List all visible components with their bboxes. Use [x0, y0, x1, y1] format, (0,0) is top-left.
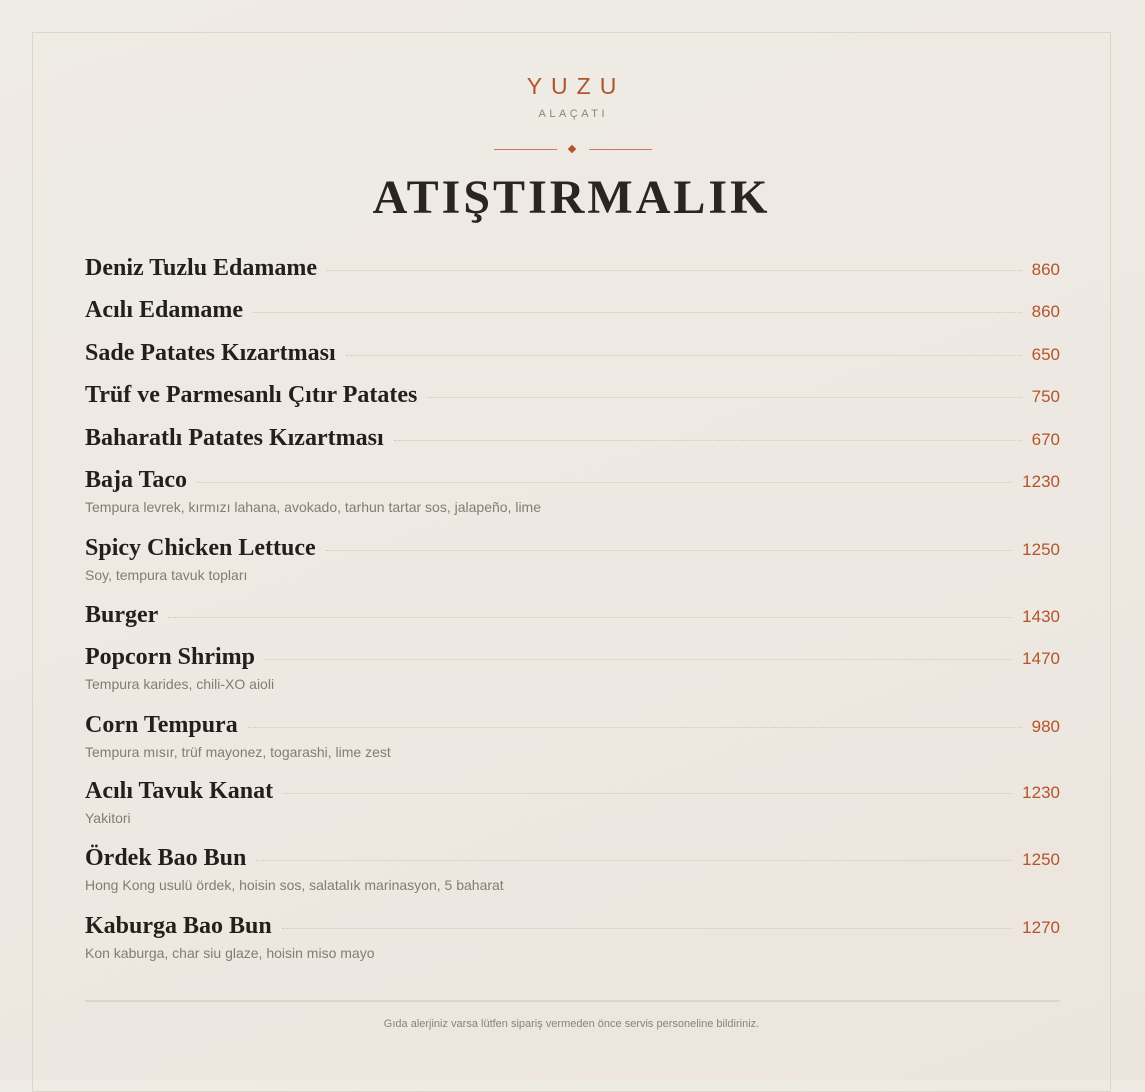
menu-item-row	[85, 467, 1060, 501]
dot-leader	[197, 482, 1012, 483]
menu-item-row	[85, 712, 1060, 746]
menu-item	[85, 467, 1060, 515]
menu-item	[85, 913, 1060, 961]
item-description: Tempura mısır, trüf mayonez, togarashi, lime zest	[85, 744, 391, 760]
item-price: 860	[1031, 302, 1060, 321]
footer-divider	[85, 1000, 1060, 1002]
item-price: 650	[1031, 345, 1060, 364]
menu-item-row	[85, 425, 1060, 459]
item-price: 1250	[1022, 850, 1060, 869]
brand-header	[33, 73, 1110, 120]
diamond-icon	[568, 145, 576, 153]
item-description: Yakitori	[85, 810, 131, 826]
menu-item	[85, 535, 1060, 583]
item-name: Deniz Tuzlu Edamame	[85, 255, 318, 281]
dot-leader	[248, 727, 1022, 728]
item-price: 1270	[1022, 918, 1060, 937]
item-description: Hong Kong usulü ördek, hoisin sos, salatalık marinasyon, 5 baharat	[85, 877, 504, 893]
item-price: 1430	[1022, 607, 1060, 626]
menu-item-row	[85, 382, 1060, 416]
dot-leader	[282, 928, 1012, 929]
menu-item-row	[85, 255, 1060, 289]
dot-leader	[326, 550, 1013, 551]
menu-item	[85, 340, 1060, 374]
dot-leader	[253, 312, 1022, 313]
item-name: Baja Taco	[85, 467, 188, 493]
dot-leader	[327, 270, 1022, 271]
menu-item	[85, 255, 1060, 289]
dot-leader	[427, 397, 1021, 398]
item-name: Corn Tempura	[85, 712, 238, 738]
menu-item-row	[85, 602, 1060, 636]
dot-leader	[168, 617, 1012, 618]
dot-leader	[394, 440, 1022, 441]
item-description: Soy, tempura tavuk topları	[85, 567, 248, 583]
menu-item	[85, 297, 1060, 331]
menu-item	[85, 425, 1060, 459]
item-price: 1230	[1022, 472, 1060, 491]
menu-item-row	[85, 913, 1060, 947]
menu-item	[85, 712, 1060, 760]
section-title: ATIŞTIRMALIK	[372, 171, 771, 224]
menu-item-row	[85, 778, 1060, 812]
item-price: 1470	[1022, 649, 1060, 668]
dot-leader	[346, 355, 1022, 356]
item-price: 1250	[1022, 540, 1060, 559]
item-price: 980	[1031, 717, 1060, 736]
item-price: 1230	[1022, 783, 1060, 802]
menu-item-row	[85, 535, 1060, 569]
item-name: Acılı Edamame	[85, 297, 243, 323]
item-price: 860	[1031, 260, 1060, 279]
menu-item	[85, 845, 1060, 893]
dot-leader	[283, 793, 1012, 794]
item-name: Burger	[85, 602, 159, 628]
menu-item-row	[85, 845, 1060, 879]
item-name: Ördek Bao Bun	[85, 845, 247, 871]
dot-leader	[265, 659, 1012, 660]
menu-item	[85, 778, 1060, 826]
menu-page	[32, 32, 1111, 1092]
item-price: 670	[1031, 430, 1060, 449]
item-description: Kon kaburga, char siu glaze, hoisin miso mayo	[85, 945, 375, 961]
brand-location: ALAÇATI	[538, 108, 609, 120]
menu-item-row	[85, 297, 1060, 331]
allergy-note: Gıda alerjiniz varsa lütfen sipariş vermeden önce servis personeline bildiriniz.	[383, 1018, 760, 1030]
menu-item	[85, 644, 1060, 692]
menu-item	[85, 602, 1060, 636]
item-name: Popcorn Shrimp	[85, 644, 256, 670]
menu-item-row	[85, 644, 1060, 678]
item-name: Sade Patates Kızartması	[85, 340, 336, 366]
menu-item	[85, 382, 1060, 416]
menu-item-row	[85, 340, 1060, 374]
item-description: Tempura levrek, kırmızı lahana, avokado, tarhun tartar sos, jalapeño, lime	[85, 499, 541, 515]
brand-name: YUZU	[526, 73, 626, 99]
item-description: Tempura karides, chili-XO aioli	[85, 676, 275, 692]
item-name: Baharatlı Patates Kızartması	[85, 425, 384, 451]
ornament-divider	[494, 149, 652, 150]
item-name: Trüf ve Parmesanlı Çıtır Patates	[85, 382, 418, 408]
item-name: Acılı Tavuk Kanat	[85, 778, 274, 804]
item-price: 750	[1031, 387, 1060, 406]
item-name: Spicy Chicken Lettuce	[85, 535, 316, 561]
item-name: Kaburga Bao Bun	[85, 913, 272, 939]
dot-leader	[256, 860, 1012, 861]
